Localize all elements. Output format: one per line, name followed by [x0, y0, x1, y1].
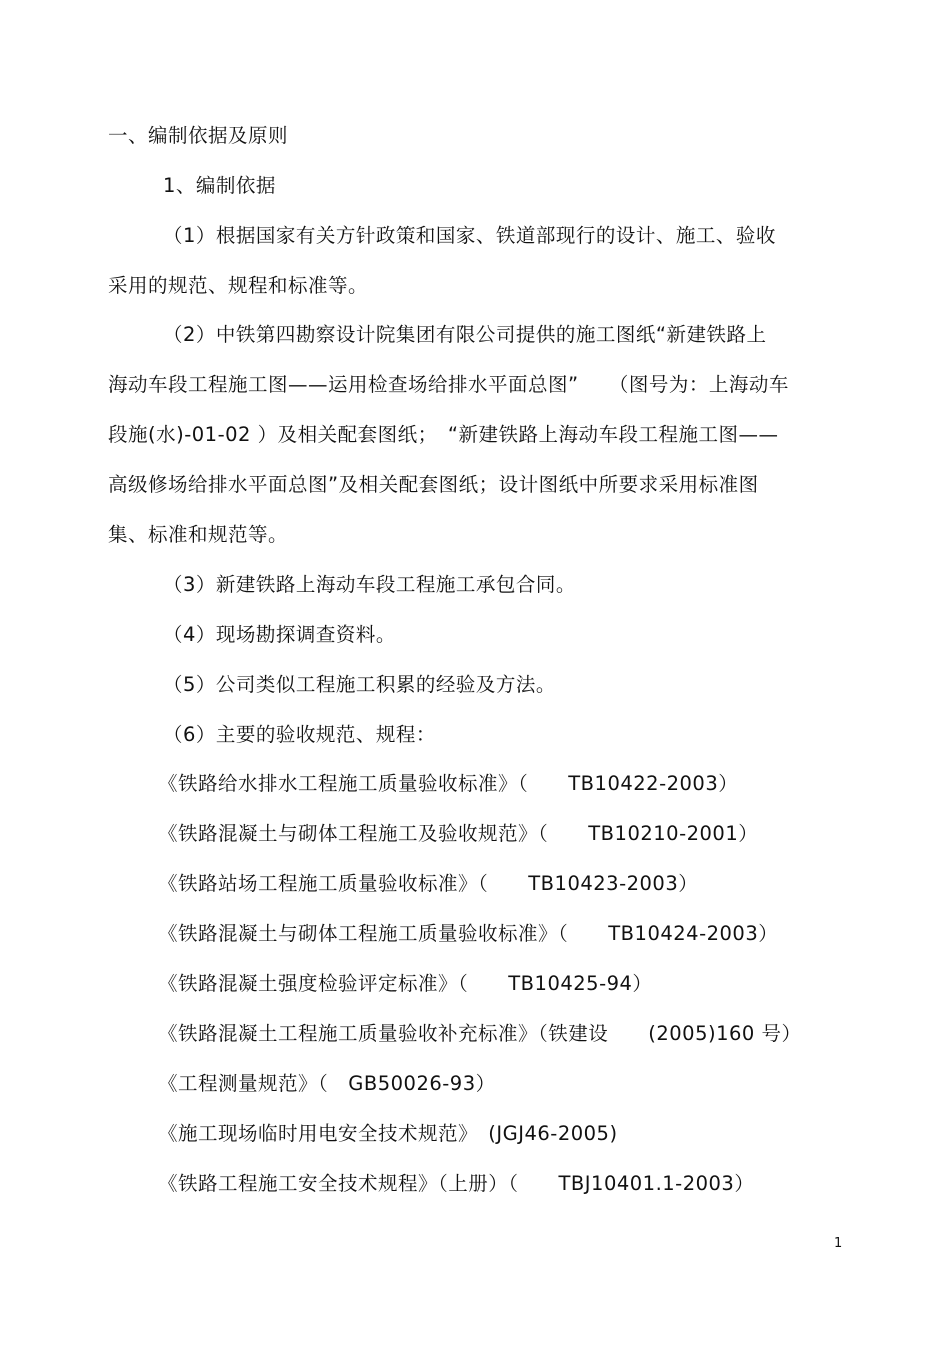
standard-item: 《铁路混凝土强度检验评定标准》（ TB10425-94） — [158, 972, 653, 995]
paragraph-6: （6）主要的验收规范、规程： — [163, 723, 436, 746]
paragraph-2-line-4: 高级修场给排水平面总图”及相关配套图纸；设计图纸中所要求采用标准图 — [108, 473, 759, 496]
page-number: 1 — [834, 1236, 843, 1251]
standard-item: 《工程测量规范》（ GB50026-93） — [158, 1072, 496, 1095]
paragraph-1-line-2: 采用的规范、规程和标准等。 — [108, 274, 369, 297]
paragraph-1-line-1: （1）根据国家有关方针政策和国家、铁道部现行的设计、施工、验收 — [163, 224, 776, 247]
paragraph-5: （5）公司类似工程施工积累的经验及方法。 — [163, 673, 556, 696]
paragraph-2-line-3: 段施(水)-01-02 ）及相关配套图纸； “新建铁路上海动车段工程施工图—— — [108, 423, 779, 446]
paragraph-4: （4）现场勘探调查资料。 — [163, 623, 396, 646]
standard-item: 《铁路站场工程施工质量验收标准》（ TB10423-2003） — [158, 872, 699, 895]
section-heading: 一、编制依据及原则 — [108, 124, 289, 147]
standard-item: 《铁路混凝土工程施工质量验收补充标准》（铁建设 (2005)160 号） — [158, 1022, 802, 1045]
standard-item: 《铁路给水排水工程施工质量验收标准》（ TB10422-2003） — [158, 772, 739, 795]
paragraph-2-line-2: 海动车段工程施工图——运用检查场给排水平面总图” （图号为：上海动车 — [108, 373, 789, 396]
paragraph-2-line-1: （2）中铁第四勘察设计院集团有限公司提供的施工图纸“新建铁路上 — [163, 323, 767, 346]
paragraph-3: （3）新建铁路上海动车段工程施工承包合同。 — [163, 573, 576, 596]
standard-item: 《铁路工程施工安全技术规程》（上册）（ TBJ10401.1-2003） — [158, 1172, 755, 1195]
standard-item: 《施工现场临时用电安全技术规范》 (JGJ46-2005) — [158, 1122, 618, 1145]
subsection-heading: 1、编制依据 — [163, 174, 276, 197]
paragraph-2-line-5: 集、标准和规范等。 — [108, 523, 289, 546]
standard-item: 《铁路混凝土与砌体工程施工质量验收标准》（ TB10424-2003） — [158, 922, 779, 945]
standard-item: 《铁路混凝土与砌体工程施工及验收规范》（ TB10210-2001） — [158, 822, 759, 845]
